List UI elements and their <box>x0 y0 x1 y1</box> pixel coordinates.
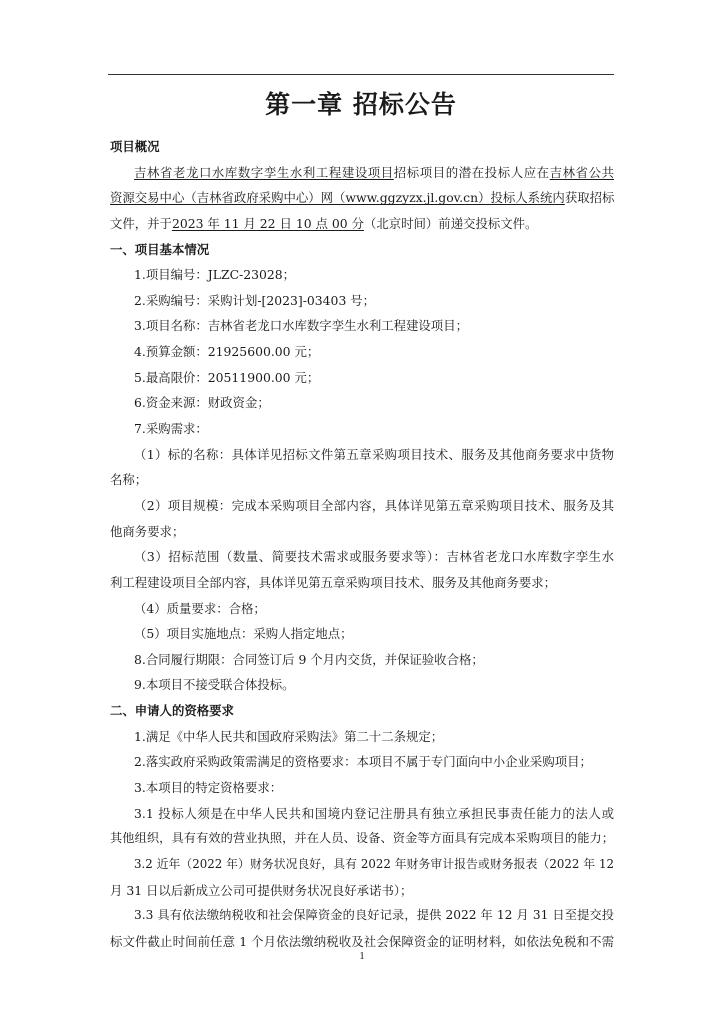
overview-text: 获取招标 <box>564 190 615 206</box>
overview-text: （北京时间）前递交投标文件。 <box>363 215 538 231</box>
page-number: 1 <box>359 950 365 962</box>
list-item: 7.采购需求： <box>134 421 208 437</box>
list-item: 6.资金来源：财政资金； <box>134 395 270 411</box>
list-item: 1.项目编号：JLZC-23028； <box>134 267 296 283</box>
section1-heading: 一、项目基本情况 <box>110 241 210 257</box>
qualification-3-2-line-1: 3.2 近年（2022 年）财务状况良好，具有 2022 年财务审计报告或财务报表（2022 年 12 <box>134 856 614 871</box>
overview-line-1 <box>110 160 614 186</box>
section2-heading: 二、申请人的资格要求 <box>110 703 234 719</box>
list-item: 4.预算金额：21925600.00 元； <box>134 344 320 360</box>
qualification-3-3-line-2: 标文件截止时间前任意 1 个月依法缴纳税收及社会保障资金的证明材料，如依法免税和不需 <box>110 933 614 949</box>
overview-text: 招标项目的潜在投标人应在 <box>393 164 550 180</box>
chapter-title: 第一章 招标公告 <box>265 90 457 119</box>
overview-text: 文件，并于 <box>110 215 172 231</box>
requirement-1-line-1: （1）标的名称：具体详见招标文件第五章采购项目技术、服务及其他商务要求中货物 <box>134 446 614 462</box>
requirement-3-line-1: （3）招标范围（数量、简要技术需求或服务要求等）：吉林省老龙口水库数字孪生水 <box>134 549 614 565</box>
platform-underlined-a: 吉林省公共 <box>549 164 615 180</box>
overview-line-3 <box>110 211 614 237</box>
project-name-underlined: 吉林省老龙口水库数字孪生水利工程建设项目 <box>134 164 394 180</box>
requirement-1-line-2: 名称； <box>110 472 148 488</box>
requirement-3-line-2: 利工程建设项目全部内容，具体详见第五章采购项目技术、服务及其他商务要求； <box>110 574 557 590</box>
qualification-3-2-line-2: 月 31 日以后新成立公司可提供财务状况良好承诺书）； <box>110 882 413 898</box>
list-item: 5.最高限价：20511900.00 元； <box>134 369 320 385</box>
list-item: 3.项目名称：吉林省老龙口水库数字孪生水利工程建设项目； <box>134 318 468 334</box>
header-rule <box>108 74 614 75</box>
document-body <box>110 134 614 955</box>
list-item: 9.本项目不接受联合体投标。 <box>134 677 295 693</box>
platform-underlined-b: 资源交易中心（吉林省政府采购中心）网（www.ggzyzx.jl.gov.cn）投标人系统内 <box>110 190 565 206</box>
requirement-4: （4）质量要求：合格； <box>134 600 266 616</box>
requirement-2-line-1: （2）项目规模：完成本采购项目全部内容，具体详见第五章采购项目技术、服务及其 <box>134 497 614 513</box>
qualification-3-3-line-1: 3.3 具有依法缴纳税收和社会保障资金的良好记录，提供 2022 年 12 月 31 日至提交投 <box>134 908 614 923</box>
list-item: 2.采购编号：采购计划-[2023]-03403 号； <box>134 292 376 308</box>
list-item: 3.本项目的特定资格要求： <box>134 780 283 796</box>
qualification-3-1-line-1: 3.1 投标人须是在中华人民共和国境内登记注册具有独立承担民事责任能力的法人或 <box>134 805 614 821</box>
list-item: 1.满足《中华人民共和国政府采购法》第二十二条规定； <box>134 728 444 744</box>
list-item: 2.落实政府采购政策需满足的资格要求：本项目不属于专门面向中小企业采购项目； <box>134 754 592 770</box>
list-item: 8.合同履行期限：合同签订后 9 个月内交货，并保证验收合格； <box>134 651 484 667</box>
deadline-underlined: 2023 年 11 月 22 日 10 点 00 分 <box>171 215 364 231</box>
requirement-5: （5）项目实施地点：采购人指定地点； <box>134 626 353 642</box>
overview-line-2 <box>110 185 614 211</box>
requirement-2-line-2: 他商务要求； <box>110 523 185 539</box>
overview-heading: 项目概况 <box>110 139 160 154</box>
qualification-3-1-line-2: 其他组织，具有有效的营业执照，并在人员、设备、资金等方面具有完成本采购项目的能力； <box>110 831 614 846</box>
